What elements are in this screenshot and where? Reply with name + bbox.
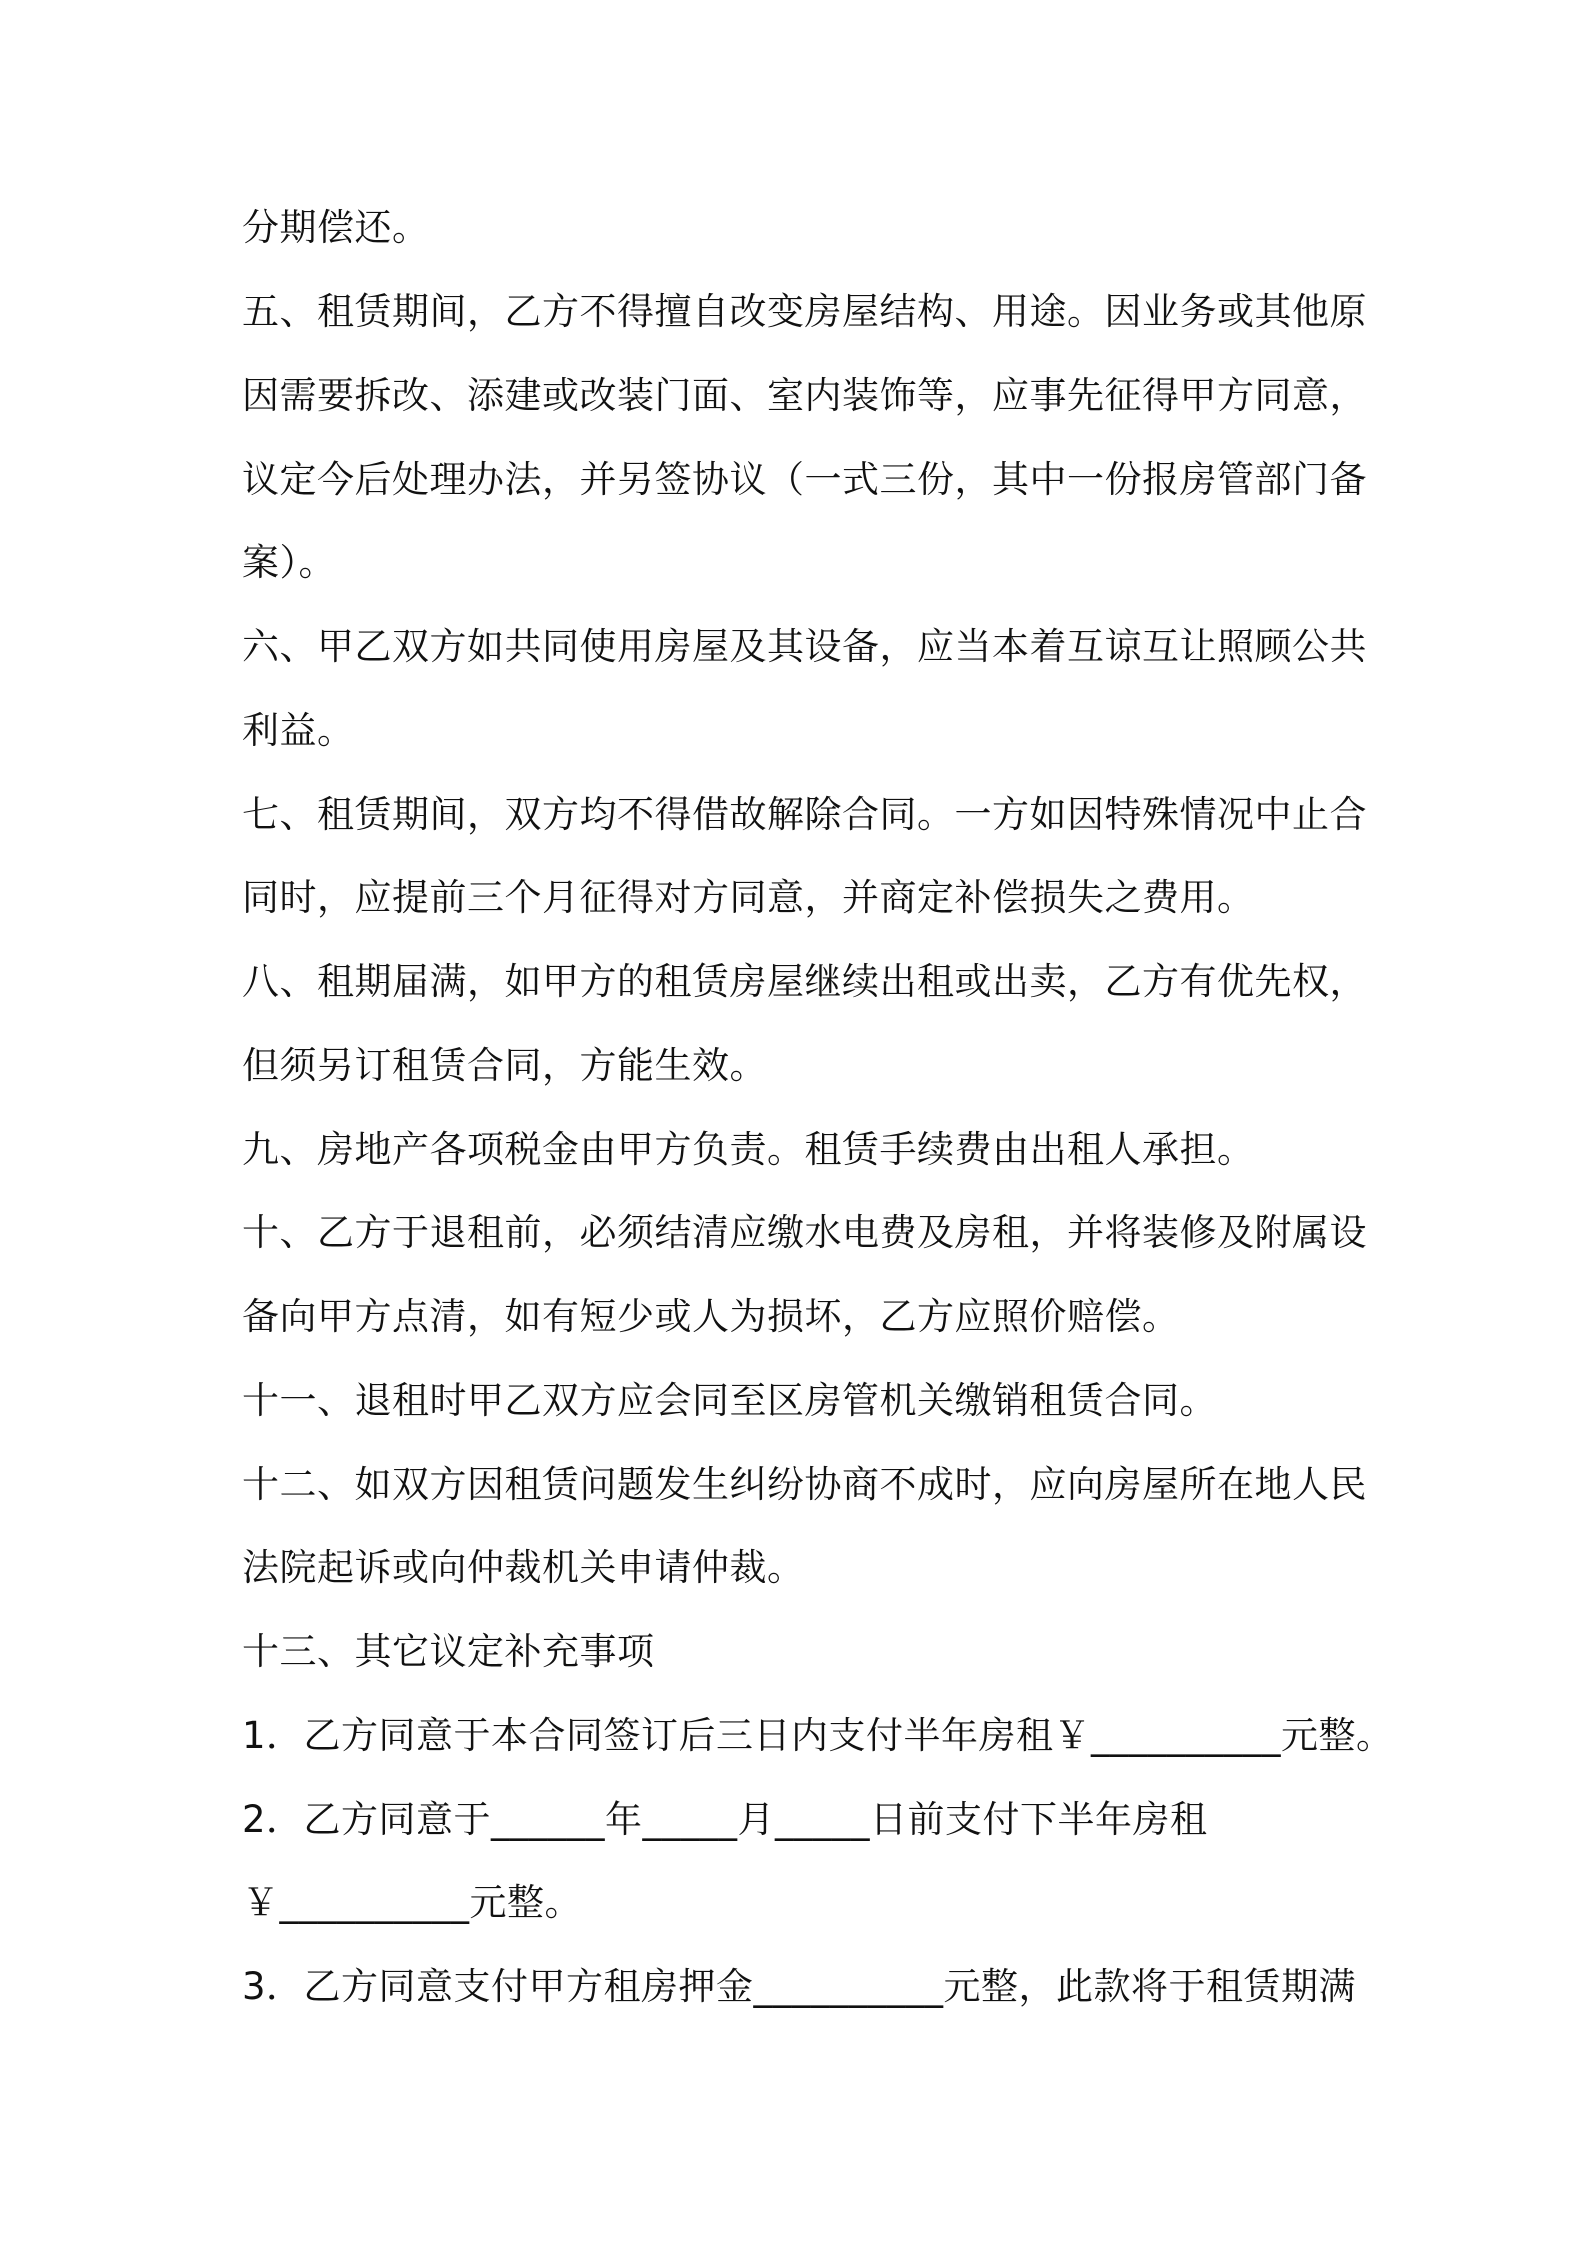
supplement-2-line-1: 2．乙方同意于______年_____月_____日前支付下半年房租 — [242, 1798, 1208, 1841]
supplement-2-line-2: ￥__________元整。 — [242, 1881, 582, 1924]
clause-8-line-2: 但须另订租赁合同，方能生效。 — [242, 1044, 767, 1087]
clause-7-line-2: 同时，应提前三个月征得对方同意，并商定补偿损失之费用。 — [242, 876, 1255, 919]
clause-5-line-3: 议定今后处理办法，并另签协议（一式三份，其中一份报房管部门备 — [242, 458, 1367, 501]
clause-6-line-2: 利益。 — [242, 709, 355, 752]
clause-12-line-2: 法院起诉或向仲裁机关申请仲裁。 — [242, 1546, 805, 1589]
clause-8-line-1: 八、租期届满，如甲方的租赁房屋继续出租或出卖，乙方有优先权， — [242, 960, 1367, 1003]
clause-5-line-1: 五、租赁期间，乙方不得擅自改变房屋结构、用途。因业务或其他原 — [242, 290, 1367, 333]
clause-10-line-1: 十、乙方于退租前，必须结清应缴水电费及房租，并将装修及附属设 — [242, 1211, 1367, 1254]
clause-7-line-1: 七、租赁期间，双方均不得借故解除合同。一方如因特殊情况中止合 — [242, 793, 1367, 836]
clause-13-heading: 十三、其它议定补充事项 — [242, 1630, 655, 1673]
text-line: 分期偿还。 — [242, 206, 430, 249]
supplement-3-line-1: 3．乙方同意支付甲方租房押金__________元整，此款将于租赁期满 — [242, 1965, 1357, 2008]
clause-6-line-1: 六、甲乙双方如共同使用房屋及其设备，应当本着互谅互让照顾公共 — [242, 625, 1367, 668]
clause-9-line-1: 九、房地产各项税金由甲方负责。租赁手续费由出租人承担。 — [242, 1128, 1255, 1171]
supplement-1-line-1: 1．乙方同意于本合同签订后三日内支付半年房租￥__________元整。 — [242, 1714, 1394, 1757]
clause-11-line-1: 十一、退租时甲乙双方应会同至区房管机关缴销租赁合同。 — [242, 1379, 1217, 1422]
clause-5-line-2: 因需要拆改、添建或改装门面、室内装饰等，应事先征得甲方同意， — [242, 374, 1367, 417]
clause-10-line-2: 备向甲方点清，如有短少或人为损坏，乙方应照价赔偿。 — [242, 1295, 1180, 1338]
clause-12-line-1: 十二、如双方因租赁问题发生纠纷协商不成时，应向房屋所在地人民 — [242, 1463, 1367, 1506]
clause-5-line-4: 案）。 — [242, 541, 336, 584]
